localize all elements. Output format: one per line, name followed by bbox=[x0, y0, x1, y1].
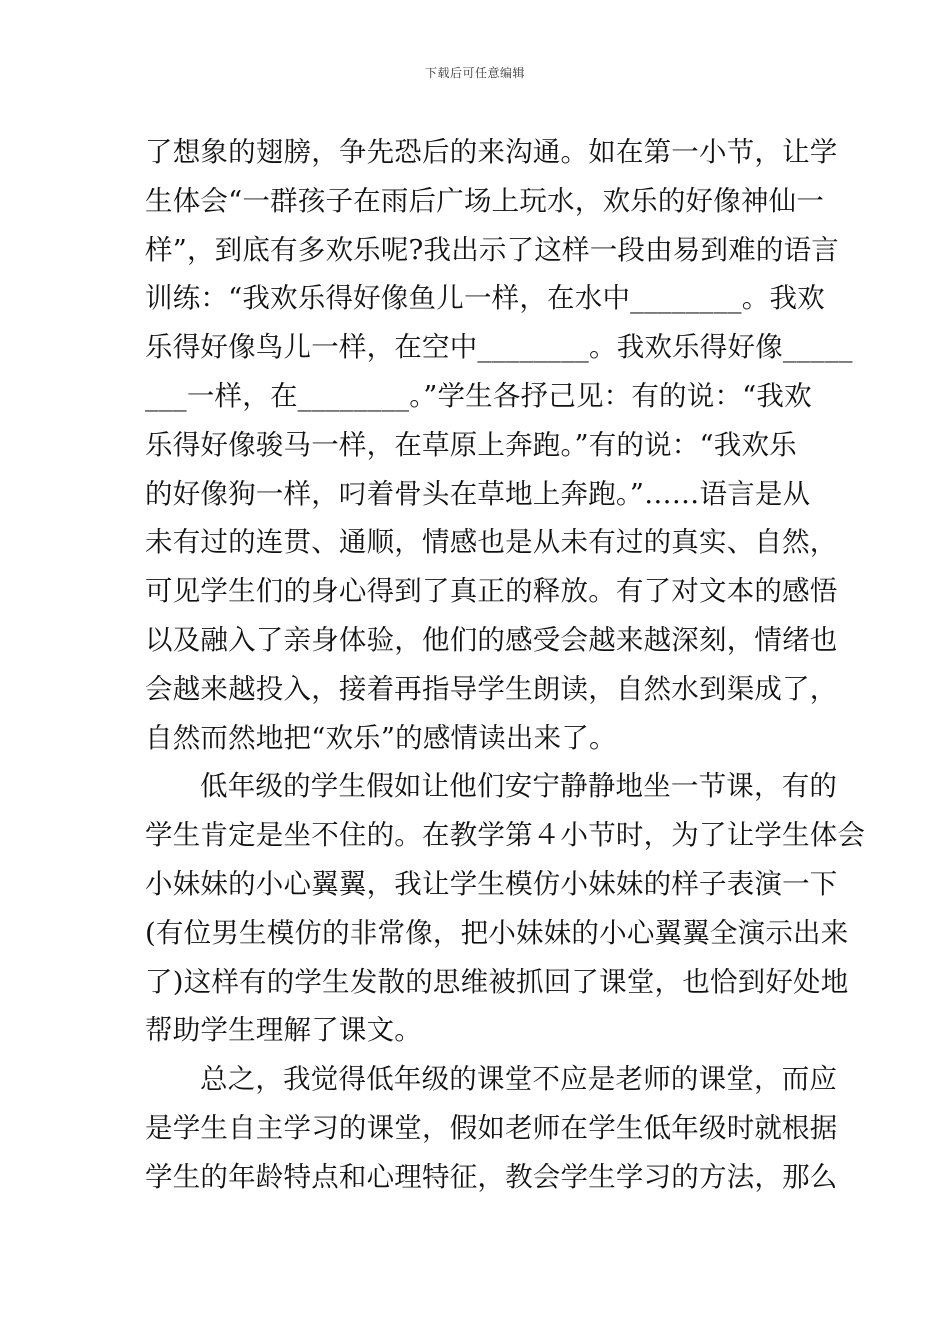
text-line: 学生肯定是坐不住的。在教学第４小节时，为了让学生体会 bbox=[145, 819, 866, 852]
text-line: 未有过的连贯、通顺，情感也是从未有过的真实、自然， bbox=[145, 526, 838, 559]
document-body bbox=[145, 128, 866, 1202]
text-line: 乐得好像鸟儿一样，在空中________。我欢乐得好像_____ bbox=[145, 331, 853, 364]
text-line: 样”，到底有多欢乐呢?我出示了这样一段由易到难的语言 bbox=[145, 233, 840, 266]
text-line: 生体会“一群孩子在雨后广场上玩水，欢乐的好像神仙一 bbox=[145, 184, 825, 217]
text-line: 帮助学生理解了课文。 bbox=[145, 1014, 422, 1047]
text-line: 小妹妹的小心翼翼，我让学生模仿小妹妹的样子表演一下 bbox=[145, 867, 838, 900]
paragraph-conclusion bbox=[145, 1055, 838, 1201]
text-line: 以及融入了亲身体验，他们的感受会越来越深刻，情绪也 bbox=[145, 623, 838, 656]
text-line: 训练：“我欢乐得好像鱼儿一样，在水中________。我欢 bbox=[145, 282, 825, 315]
text-line: (有位男生模仿的非常像，把小妹妹的小心翼翼全演示出来 bbox=[145, 916, 849, 949]
paragraph-continued bbox=[145, 128, 853, 762]
page-header: 下载后可任意编辑 bbox=[424, 66, 525, 80]
text-line: 学生的年龄特点和心理特征，教会学生学习的方法，那么 bbox=[145, 1160, 838, 1193]
text-line: 是学生自主学习的课堂，假如老师在学生低年级时就根据 bbox=[145, 1111, 838, 1144]
text-line: 了想象的翅膀，争先恐后的来沟通。如在第一小节，让学 bbox=[145, 136, 838, 168]
text-line: 会越来越投入，接着再指导学生朗读，自然水到渠成了， bbox=[145, 672, 838, 705]
text-line: 乐得好像骏马一样，在草原上奔跑。”有的说：“我欢乐 bbox=[145, 428, 797, 461]
text-line: 了)这样有的学生发散的思维被抓回了课堂，也恰到好处地 bbox=[145, 965, 849, 998]
text-line: 可见学生们的身心得到了真正的释放。有了对文本的感悟 bbox=[145, 575, 838, 608]
paragraph-low-grade-students bbox=[145, 762, 866, 1055]
text-line: 总之，我觉得低年级的课堂不应是老师的课堂，而应 bbox=[200, 1063, 838, 1096]
text-line: ___一样，在________。”学生各抒己见：有的说：“我欢 bbox=[145, 379, 812, 412]
text-line: 自然而然地把“欢乐”的感情读出来了。 bbox=[145, 721, 617, 754]
text-line: 低年级的学生假如让他们安宁静静地坐一节课，有的 bbox=[200, 770, 838, 803]
text-line: 的好像狗一样，叼着骨头在草地上奔跑。”……语言是从 bbox=[145, 477, 811, 510]
